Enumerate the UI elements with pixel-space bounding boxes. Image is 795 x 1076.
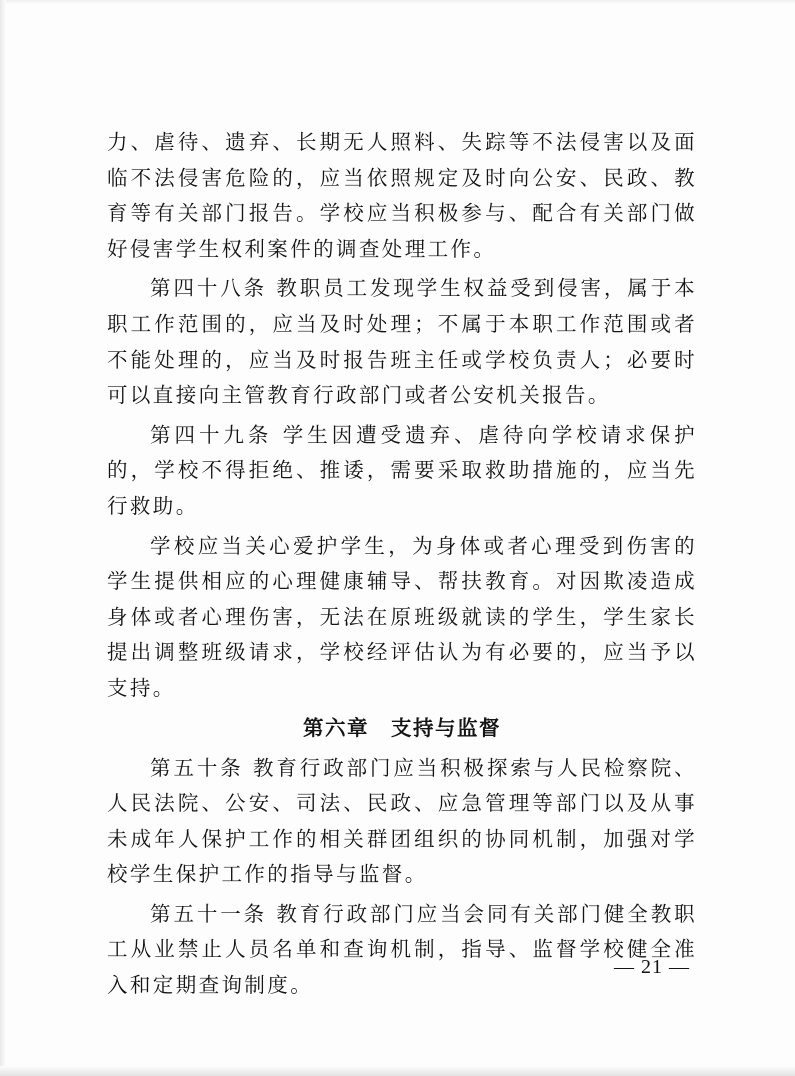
chapter-heading: 第六章 支持与监督	[303, 715, 501, 740]
scan-edge-left	[0, 0, 6, 1076]
page-number: — 21 —	[614, 956, 690, 978]
paragraph-article-51: 第五十一条 教育行政部门应当会同有关部门健全教职工从业禁止人员名单和查询机制，指导、监督学校健全准入和定期查询制度。	[107, 901, 697, 998]
paragraph-article-48: 第四十八条 教职员工发现学生权益受到侵害，属于本职工作范围的，应当及时处理；不属于本职工作范围或者不能处理的，应当及时报告班主任或学校负责人；必要时可以直接向主管教育行政部门或者公安机关报告。	[107, 276, 697, 408]
scan-edge-top	[0, 0, 795, 4]
scan-edge-bottom	[0, 1066, 795, 1076]
paragraph-article-50: 第五十条 教育行政部门应当积极探索与人民检察院、人民法院、公安、司法、民政、应急管理等部门以及从事未成年人保护工作的相关群团组织的协同机制，加强对学校学生保护工作的指导与监督。	[107, 755, 697, 887]
paragraph-student-care: 学校应当关心爱护学生，为身体或者心理受到伤害的学生提供相应的心理健康辅导、帮扶教育。对因欺凌造成身体或者心理伤害，无法在原班级就读的学生，学生家长提出调整班级请求，学校经评估认为有必要的，应当予以支持。	[107, 533, 697, 700]
paragraph-article-49: 第四十九条 学生因遭受遗弃、虐待向学校请求保护的，学校不得拒绝、推诿，需要采取救助措施的，应当先行救助。	[107, 422, 697, 518]
paragraph-continuation: 力、虐待、遗弃、长期无人照料、失踪等不法侵害以及面临不法侵害危险的，应当依照规定及时向公安、民政、教育等有关部门报告。学校应当积极参与、配合有关部门做好侵害学生权利案件的调查处理工作。	[107, 130, 697, 261]
document-body	[107, 125, 697, 1008]
